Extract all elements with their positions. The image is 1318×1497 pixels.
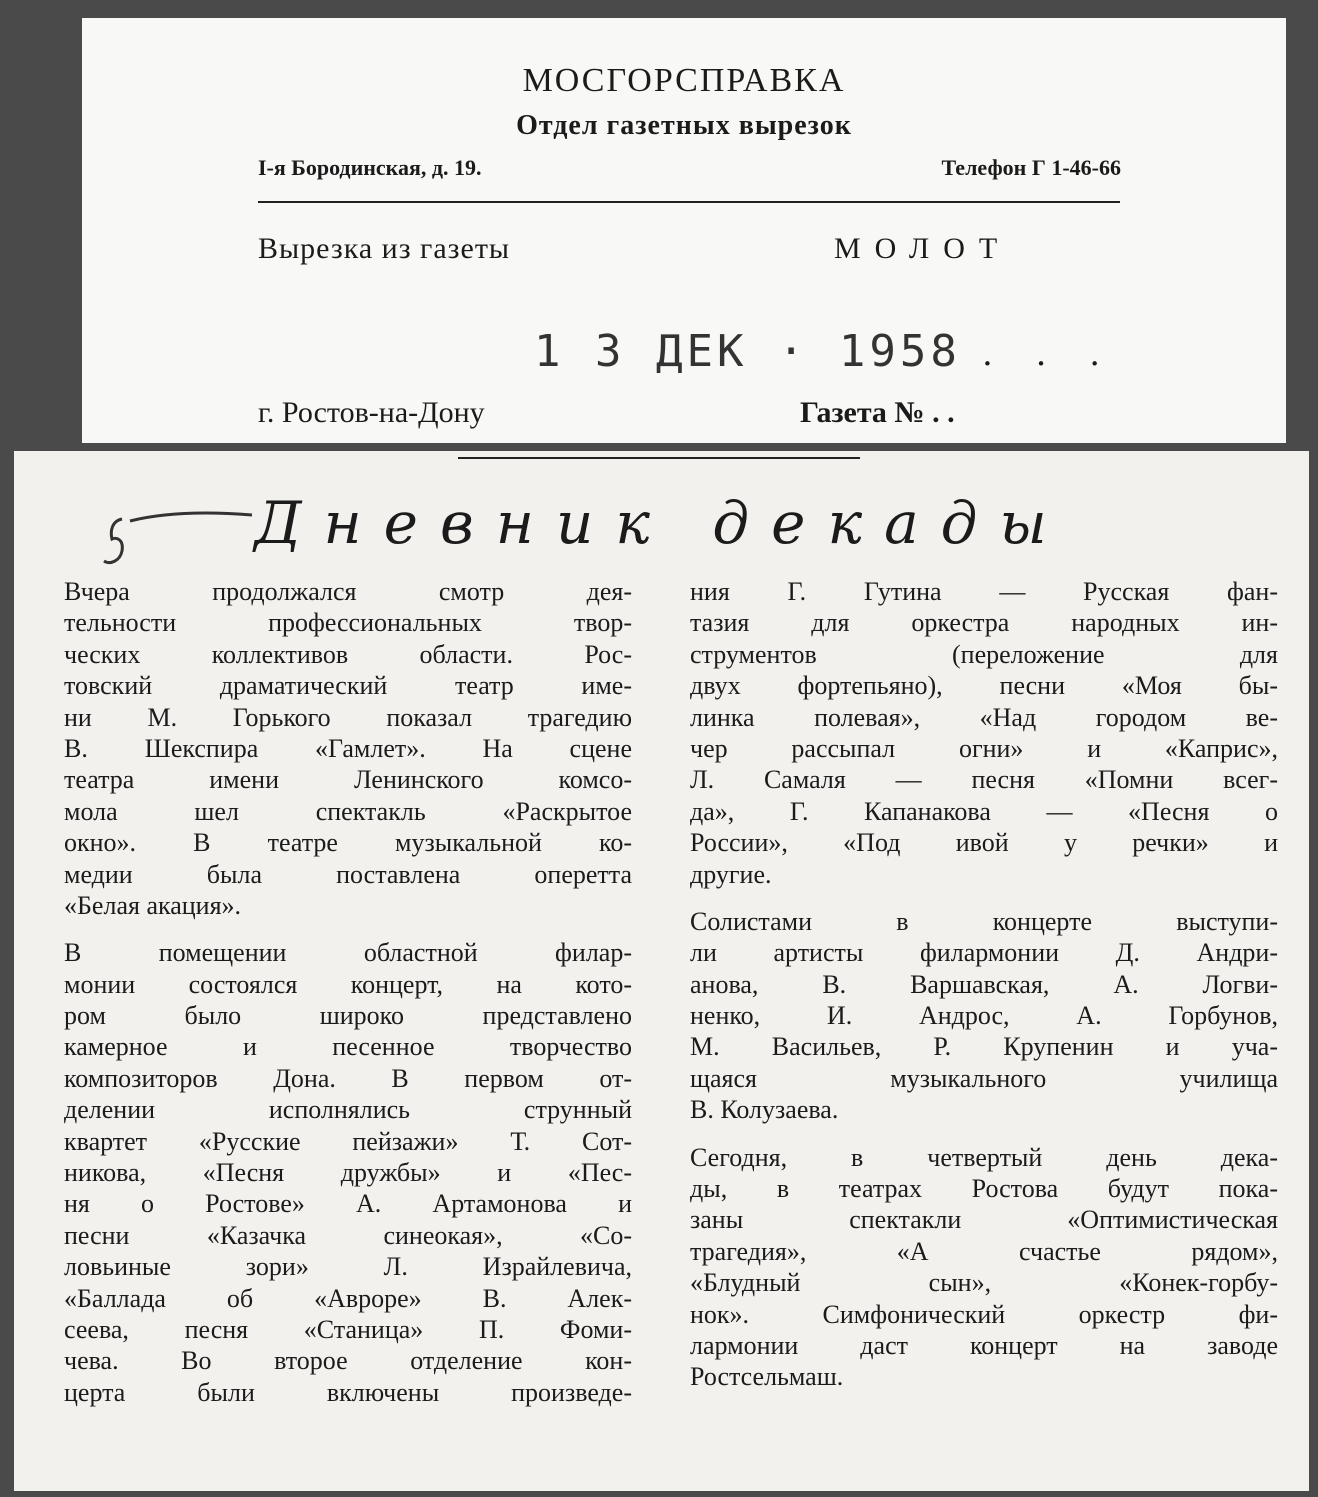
article-line: В. Колузаева.: [690, 1095, 839, 1125]
article-line: Ростсельмаш.: [690, 1362, 844, 1392]
article-line: сеева, песня «Станица» П. Фоми-: [64, 1314, 632, 1344]
article-line: ды, в театрах Ростова будут пока-: [690, 1174, 1278, 1204]
article-line: ния Г. Гутина — Русская фан-: [690, 577, 1278, 606]
article-line: ня о Ростове» А. Артамонова и: [64, 1189, 632, 1219]
article-line: «Белая акация».: [64, 890, 242, 920]
article-line: «Блудный сын», «Конек-горбу-: [690, 1268, 1278, 1298]
article-line: медии была поставлена оперетта: [64, 859, 632, 889]
article-line: нок». Симфонический оркестр фи-: [690, 1299, 1278, 1329]
article-line: мола шел спектакль «Раскрытое: [64, 796, 632, 826]
article-line: никова, «Песня дружбы» и «Пес-: [64, 1158, 632, 1188]
clipping-service-slip: [82, 18, 1286, 443]
article-line: щаяся музыкального училища: [690, 1063, 1278, 1093]
article-line: театра имени Ленинского комсо-: [64, 765, 632, 795]
article-line: Вчера продолжался смотр дея-: [64, 577, 632, 606]
article-headline: Дневник декады: [254, 489, 1069, 557]
date-dots: . . .: [982, 334, 1117, 374]
article-line: Солистами в концерте выступи-: [690, 906, 1278, 936]
city: г. Ростов-на-Дону: [258, 396, 485, 429]
article-line: заны спектакли «Оптимистическая: [690, 1205, 1278, 1235]
article-line: окно». В театре музыкальной ко-: [64, 828, 632, 858]
article-line: ни М. Горького показал трагедию: [64, 702, 632, 732]
article-line: В. Шекспира «Гамлет». На сцене: [64, 733, 632, 763]
article-line: чева. Во второе отделение кон-: [64, 1346, 632, 1376]
phone-number: Телефон Г 1-46-66: [941, 155, 1121, 180]
article-line: чер рассыпал огни» и «Каприс»,: [690, 733, 1278, 763]
article-line: Сегодня, в четвертый день дека-: [690, 1142, 1278, 1172]
article-column-right: [690, 576, 1278, 1393]
article-line: В помещении областной филар-: [64, 938, 632, 968]
article-line: монии состоялся концерт, на кото-: [64, 969, 632, 999]
paragraph-gap: [690, 1126, 1278, 1142]
article-line: М. Васильев, Р. Крупенин и уча-: [690, 1032, 1278, 1062]
paragraph-gap: [64, 921, 632, 937]
article-line: лармонии даст концерт на заводе: [690, 1330, 1278, 1360]
cut-from-label: Вырезка из газеты: [258, 232, 511, 265]
article-line: камерное и песенное творчество: [64, 1032, 632, 1062]
article-line: другие.: [690, 859, 772, 889]
article-line: товский драматический театр имe-: [64, 671, 632, 701]
article-line: трагедия», «А счастье рядом»,: [690, 1236, 1278, 1266]
article-line: России», «Под ивой у речки» и: [690, 828, 1278, 858]
article-line: ческих коллективов области. Рос-: [64, 639, 632, 669]
article-column-left: [64, 576, 632, 1408]
article-line: «Баллада об «Авроре» В. Алек-: [64, 1283, 632, 1313]
gazette-number: Газета № . .: [800, 396, 955, 429]
article-line: анова, В. Варшавская, А. Логви-: [690, 969, 1278, 999]
article-line: двух фортепьяно), песни «Моя бы-: [690, 671, 1278, 701]
article-line: тазия для оркестра народных ин-: [690, 608, 1278, 638]
article-line: Л. Самаля — песня «Помни всег-: [690, 765, 1278, 795]
article-line: квартет «Русские пейзажи» Т. Сот-: [64, 1126, 632, 1156]
department-name: Отдел газетных вырезок: [516, 110, 852, 141]
address: I-я Бородинская, д. 19.: [258, 155, 482, 180]
article-line: ром было широко представлено: [64, 1001, 632, 1031]
article-line: тельности профессиональных твор-: [64, 608, 632, 638]
newspaper-clipping: [14, 451, 1309, 1491]
article-line: линка полевая», «Над городом ве-: [690, 702, 1278, 732]
article-line: делении исполнялись струнный: [64, 1095, 632, 1125]
organization-name: МОСГОРСПРАВКА: [522, 62, 846, 99]
article-line: песни «Казачка синеокая», «Со-: [64, 1220, 632, 1250]
clipping-top-rule: [458, 457, 860, 459]
article-line: ловьиные зори» Л. Израйлевича,: [64, 1252, 632, 1282]
date-stamp: 1 3 ДЕК · 1958: [534, 326, 961, 377]
divider: [258, 201, 1120, 203]
paragraph-gap: [690, 890, 1278, 906]
article-line: церта были включены произведе-: [64, 1377, 632, 1407]
article-line: композиторов Дона. В первом от-: [64, 1063, 632, 1093]
article-line: струментов (переложение для: [690, 639, 1278, 669]
newspaper-name: МОЛОТ: [834, 232, 1012, 265]
article-line: да», Г. Капанакова — «Песня о: [690, 796, 1278, 826]
article-line: ли артисты филармонии Д. Андри-: [690, 938, 1278, 968]
article-line: ненко, И. Андрос, А. Горбунов,: [690, 1001, 1278, 1031]
